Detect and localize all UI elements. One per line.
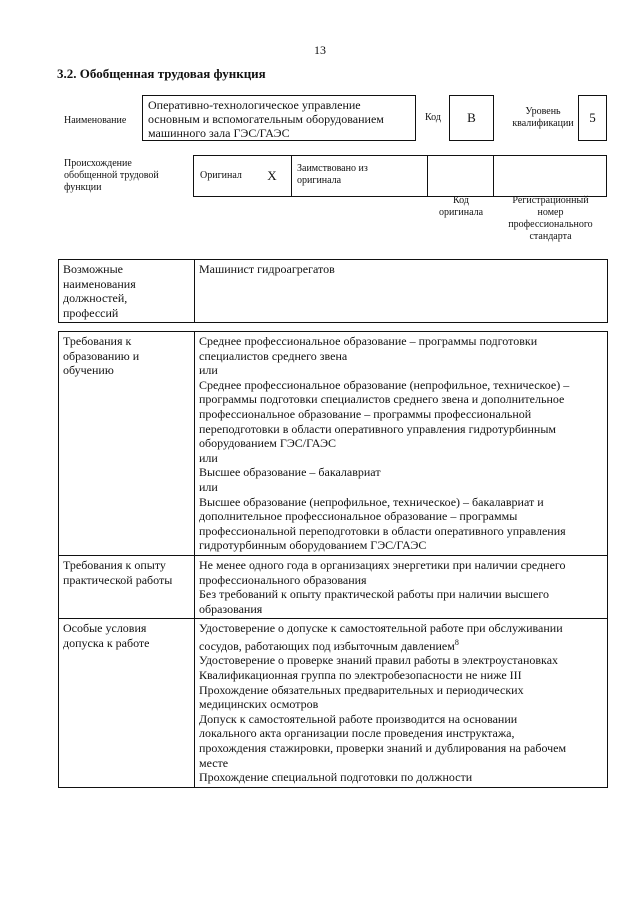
- code-value-box: В: [449, 95, 494, 141]
- function-name-box: [142, 95, 416, 141]
- positions-table: [58, 259, 608, 323]
- education-label-cell: Требования к образованию и обучению: [59, 332, 195, 556]
- level-value-box: 5: [578, 95, 607, 141]
- original-label: Оригинал: [200, 170, 242, 181]
- level-label: Уровень квалификации: [512, 106, 574, 129]
- special-conditions-label-cell: Особые условия допуска к работе: [59, 619, 195, 788]
- education-row: [59, 332, 608, 556]
- page-number: 13: [314, 43, 326, 57]
- experience-label-cell: Требования к опыту практической работы: [59, 555, 195, 618]
- function-name-line-3: машинного зала ГЭС/ГАЭС: [148, 126, 290, 140]
- original-mark: X: [267, 168, 277, 183]
- function-name-line-1: Оперативно-технологическое управление: [148, 98, 361, 112]
- requirements-table: [58, 331, 608, 788]
- experience-row: [59, 555, 608, 618]
- origin-divider-1: [291, 156, 292, 196]
- special-conditions-value-cell: Удостоверение о допуске к самостоятельной работе при обслуживании сосудов, работающих под избыточным давлением$^8$ Удостоверение о проверке знаний правил работы в электроустановках Квалификационная группа по электробезопасности не ниже III Прохождение обязательных предварительных и периодических медицинских осмотров Допуск к самостоятельной работе производится на основании локального акта организации после проведения инструктажа, прохождения стажировки, проверки знаний и дублирования на рабочем месте Прохождение специальной подготовки по должности: [195, 619, 608, 788]
- origin-label: Происхождение обобщенной трудовой функции: [64, 158, 159, 193]
- education-value-cell: Среднее профессиональное образование – программы подготовки специалистов среднего звена или Среднее профессиональное образование (непрофильное, техническое) – программы подготовки специалистов среднего звена и дополнительное профессиональное образование – программы профессиональной переподготовки в области оперативного управления гидротурбинным оборудованием ГЭС/ГАЭС или Высшее образование – бакалавриат или Высшее образование (непрофильное, техническое) – бакалавриат и дополнительное профессиональное образование – программы профессиональной переподготовки в области оперативного управления гидротурбинным оборудованием ГЭС/ГАЭС: [195, 332, 608, 556]
- footnote-mark: 8: [454, 637, 459, 647]
- code-original-caption: Код оригинала: [438, 195, 484, 218]
- function-name-line-2: основным и вспомогательным оборудованием: [148, 112, 384, 126]
- origin-divider-2: [427, 156, 428, 196]
- origin-divider-3: [493, 156, 494, 196]
- section-title: 3.2. Обобщенная трудовая функция: [57, 66, 266, 81]
- code-label: Код: [425, 112, 441, 123]
- experience-value-cell: Не менее одного года в организациях энергетики при наличии среднего профессионального образования Без требований к опыту практической работы при наличии высшего образования: [195, 555, 608, 618]
- reg-number-caption: Регистрационный номер профессионального стандарта: [508, 195, 593, 242]
- name-label: Наименование: [64, 115, 127, 126]
- positions-value-cell: Машинист гидроагрегатов: [195, 260, 608, 323]
- special-conditions-row: [59, 619, 608, 788]
- positions-label-cell: Возможные наименования должностей, профессий: [59, 260, 195, 323]
- origin-table: [193, 155, 607, 197]
- borrowed-label: Заимствовано из оригинала: [297, 163, 368, 186]
